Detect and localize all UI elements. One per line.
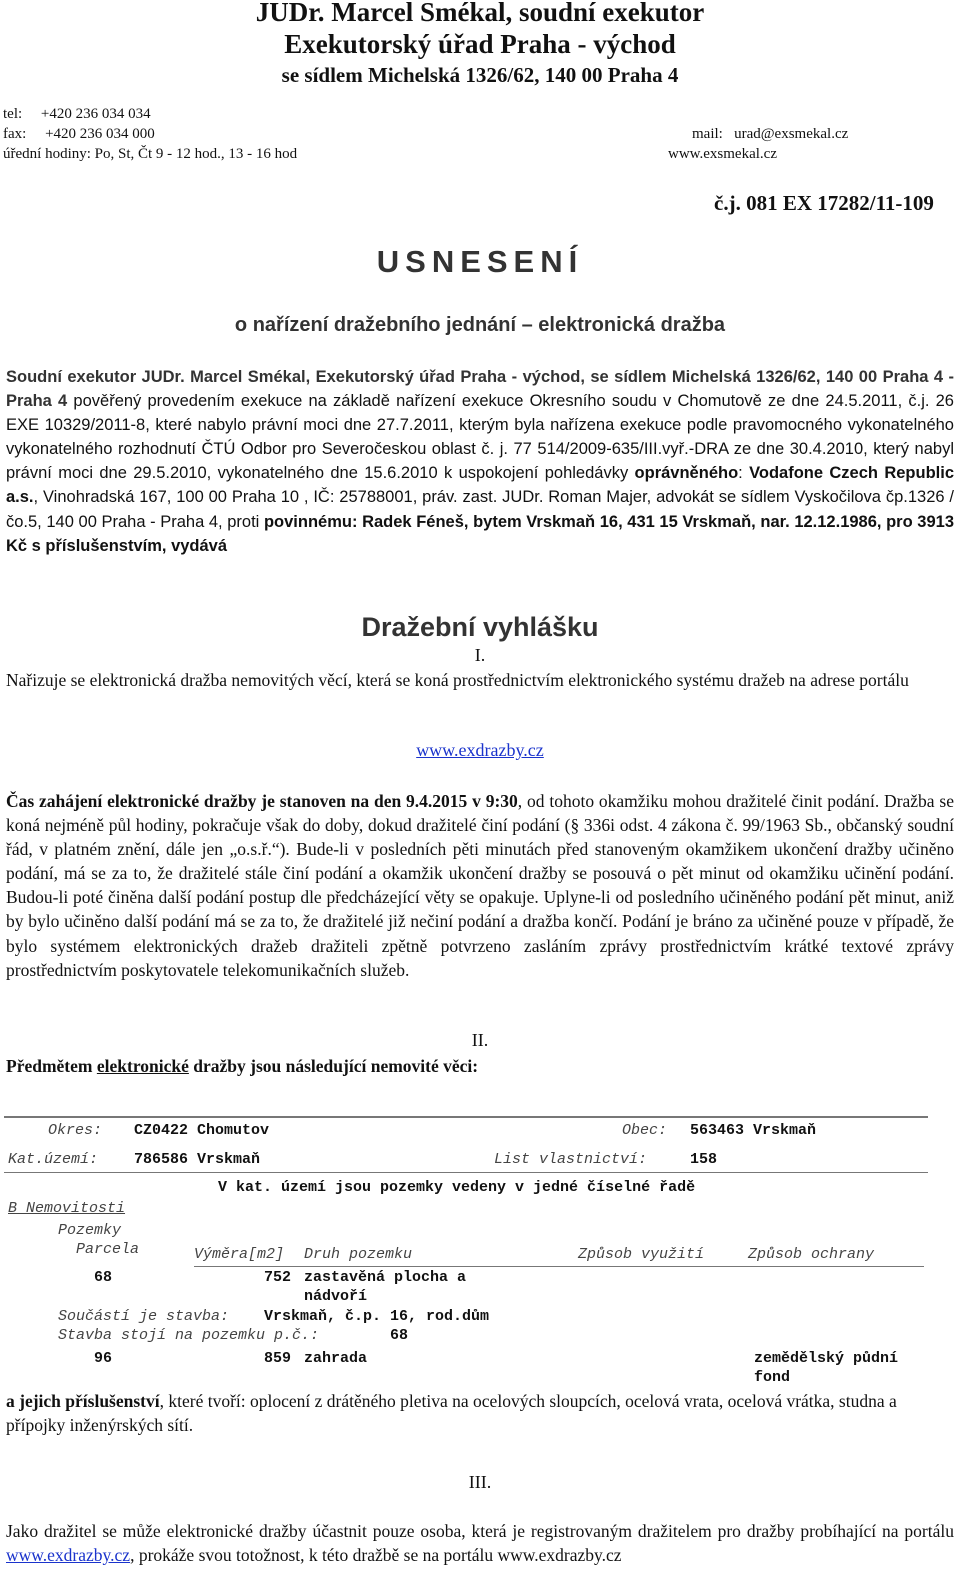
parcel-1-area: 752 — [264, 1269, 292, 1286]
accessories-label: a jejich příslušenství — [6, 1391, 160, 1411]
mail: mail: urad@exsmekal.cz — [692, 126, 849, 142]
office-name: JUDr. Marcel Smékal, soudní exekutor — [255, 0, 705, 27]
cadastral-note: V kat. území jsou pozemky vedeny v jedné číselné řadě — [218, 1179, 696, 1196]
col-druh: Druh pozemku — [304, 1246, 413, 1263]
col-vyuziti: Způsob využití — [578, 1246, 705, 1263]
intro-text: pověřený provedením exekuce na základě nařízení exekuce Okresního soudu v Chomutově ze dne 24.5.2011, č.j. 26 EXE 10329/2011-8, které nabylo právní moci dne 27.7.2011, kterým byla nařízena exekuce podle pravomocného vykonatelného vykonatelného rozhodnutí ČTÚ Odbor pro Severočeskou oblast č. j. 77 514/2009-635/III.vyř.-DRA ze dne 30.4.2010, který nabyl právní moci dne 29.5.2010, vykonatelného dne 15.6.2010 k uspokojení pohledávky — [6, 392, 954, 483]
okres-label: Okres: — [48, 1122, 103, 1139]
cadastral-excerpt — [0, 1112, 940, 1392]
stoji-value: 68 — [390, 1327, 409, 1344]
creditor-label: oprávněného — [634, 464, 739, 483]
lv-label: List vlastnictví: — [494, 1151, 648, 1168]
col-vymera: Výměra[m2] — [194, 1246, 285, 1263]
section-b: B Nemovitosti — [8, 1200, 126, 1217]
reference-number: č.j. 081 EX 17282/11-109 — [714, 191, 934, 215]
parcel-1-type-2: nádvoří — [304, 1288, 368, 1305]
auction-rules: , od tohoto okamžiku mohou dražitelé činit podání. Dražba se koná nejméně půl hodiny, pokračuje však do doby, dokud dražitelé činí podání (§ 336i odst. 4 zákona č. 99/1963 Sb., občanský soudní řád, v platném znění, dále jen „o.s.ř.“). Bude-li v posledních pěti minutách před stanoveným okamžikem ukončení dražby učiněno podání, má se za to, že dražitelé stále činí podání a okamžik ukončení dražby se posouvá o pět minut od okamžiku učinění podání. Budou-li poté činěna další podání postup dle předcházející věty se opakuje. Uplyne-li od posledního učiněného podání pět minut, aniž by bylo učiněno další podání má se za to, že dražitelé již nečiní podání a dražba končí. Podání je bráno za učiněné pouze v případě, že bylo systémem elektronických dražeb dražiteli zpětně potvrzeno zasláním zprávy prostřednictvím krátké textové zprávy prostřednictvím poskytovatele telekomunikačních služeb. — [6, 791, 954, 980]
auction-start-paragraph — [6, 789, 954, 982]
debtor-info: povinnému: Radek Féneš, bytem Vrskmaň 16, 431 15 Vrskmaň, nar. 12.12.1986, pro 3913 Kč s příslušenstvím, vydává — [6, 512, 954, 555]
parcel-2-protection: zemědělský půdní — [754, 1350, 899, 1367]
document-subtitle: o nařízení dražebního jednání – elektronická dražba — [234, 314, 726, 336]
fax: fax: +420 236 034 000 — [3, 126, 155, 142]
parcel-1-type: zastavěná plocha a — [304, 1269, 467, 1286]
obec-label: Obec: — [622, 1122, 668, 1139]
lead-underlined: elektronické — [96, 1056, 189, 1076]
section-1-numeral: I. — [474, 645, 486, 665]
auction-start-time: Čas zahájení elektronické dražby je stanoven na den 9.4.2015 v 9:30 — [6, 791, 518, 811]
office-seat: se sídlem Michelská 1326/62, 140 00 Praha 4 — [281, 63, 679, 87]
exdrazby-link[interactable]: www.exdrazby.cz — [416, 740, 544, 760]
section-3-numeral: III. — [468, 1472, 492, 1492]
intro-text-2: , Vinohradská 167, 100 00 Praha 10 , IČ: 25788001, práv. zast. JUDr. Roman Majer, advokát se sídlem Vyskočilova čp.1326 / čo.5, 140 00 Praha - Praha 4, proti — [6, 488, 954, 531]
accessories-text: , které tvoří: oplocení z drátěného pletiva na ocelových sloupcích, ocelová vrata, ocelová vrátka, studna a přípojky inženýrských sítí. — [6, 1391, 897, 1436]
okres-value: CZ0422 Chomutov — [134, 1122, 270, 1139]
web: www.exsmekal.cz — [668, 146, 777, 162]
parcel-2-protection-2: fond — [754, 1369, 791, 1386]
section-1-text: Nařizuje se elektronická dražba nemovitých věcí, která se koná prostřednictvím elektronického systému dražeb na adrese portálu — [6, 670, 909, 690]
parcela-label: Parcela — [76, 1241, 140, 1258]
stoji-label: Stavba stojí na pozemku p.č.: — [58, 1327, 320, 1344]
exdrazby-link-2[interactable]: www.exdrazby.cz — [6, 1545, 131, 1566]
tel: tel: +420 236 034 034 — [3, 106, 151, 122]
lv-value: 158 — [690, 1151, 718, 1168]
parcel-2-number: 96 — [94, 1350, 113, 1367]
col-ochrana: Způsob ochrany — [748, 1246, 875, 1263]
pozemky-label: Pozemky — [58, 1222, 122, 1239]
section-3-text-1: Jako dražitel se může elektronické dražby účastnit pouze osoba, která je registrovaným dražitelem pro dražby probíhající na portálu — [6, 1521, 954, 1541]
obec-value: 563463 Vrskmaň — [690, 1122, 817, 1139]
lead-start: Předmětem — [6, 1056, 97, 1076]
section-2-lead — [6, 1054, 954, 1078]
office-title: Exekutorský úřad Praha - východ — [284, 29, 676, 59]
colon: : — [738, 464, 750, 483]
notice-title: Dražební vyhlášku — [361, 612, 599, 642]
executor-identification: Soudní exekutor JUDr. Marcel Smékal, Exekutorský úřad Praha - východ, se sídlem Michelská 1326/62, 140 00 Praha 4 - Praha 4 — [6, 368, 954, 411]
creditor-name: Vodafone Czech Republic a.s. — [6, 464, 954, 507]
section-3-text — [6, 1519, 954, 1567]
parcel-2-area: 859 — [264, 1350, 292, 1367]
parcel-1-number: 68 — [94, 1269, 113, 1286]
ku-label: Kat.území: — [8, 1151, 99, 1168]
lead-end: dražby jsou následující nemovité věci: — [188, 1056, 479, 1076]
office-hours: úřední hodiny: Po, St, Čt 9 - 12 hod., 13 - 16 hod — [3, 146, 298, 162]
document-type: USNESENÍ — [376, 244, 584, 279]
parcel-2-type: zahrada — [304, 1350, 368, 1367]
accessories-paragraph — [6, 1389, 954, 1437]
stavba-value: Vrskmaň, č.p. 16, rod.dům — [264, 1308, 490, 1325]
ku-value: 786586 Vrskmaň — [134, 1151, 261, 1168]
section-2-numeral: II. — [471, 1030, 489, 1050]
stavba-label: Součástí je stavba: — [58, 1308, 230, 1325]
section-3-text-2: , prokáže svou totožnost, k této dražbě se na portálu www.exdrazby.cz — [130, 1545, 622, 1566]
intro-paragraph — [6, 365, 954, 558]
